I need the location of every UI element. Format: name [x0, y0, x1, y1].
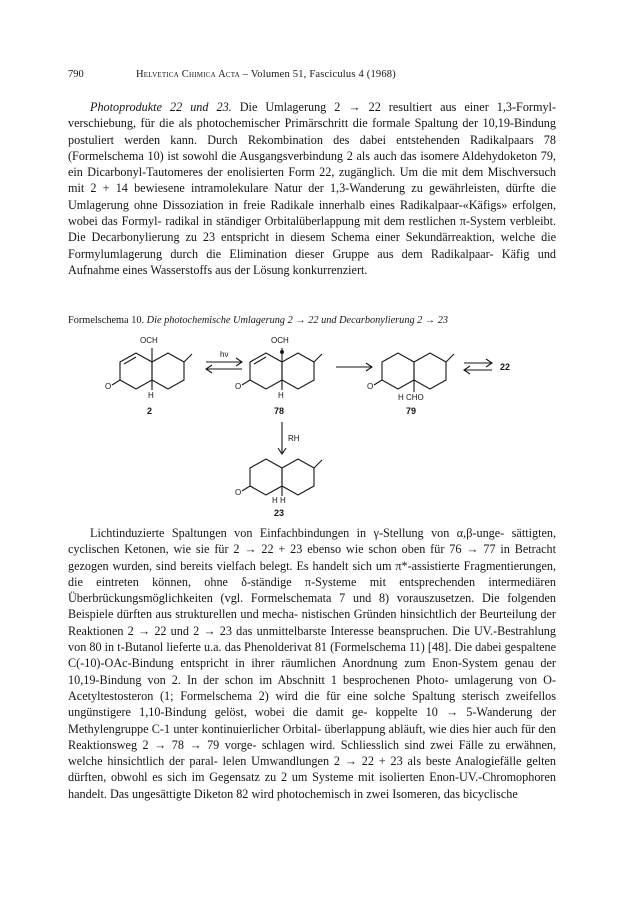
paragraph-line: lelen Umwandlungen 2 → 22 + 23 als beste Analogiefälle gelten dürften, obwohl es	[68, 754, 557, 785]
compound-label-23: 23	[274, 508, 285, 518]
structure-compound-78	[235, 336, 322, 416]
paragraph-line: Spaltung sterisch zweifellos ungünstigere 1,10-Bindung gelöst, wobei die damit ge-	[68, 688, 556, 720]
paragraph-line: Radikalpaars 78 (Formelschema 10) ist sowohl die Ausgangsverbindung 2 als auch das	[68, 132, 556, 163]
paragraph-line: lieferte u.a. das Phenolderivat 81 (Formelschema 11) [48]. Die dabei gespaltene	[166, 640, 557, 655]
paragraph-line: das unmittelbarste Interesse beanspruchen. Die UV.-Bestrahlung von 80 in t-Butanol	[68, 623, 556, 655]
reaction-scheme-drawing	[100, 330, 540, 520]
paragraph-line: schlagen wird. Schliesslich sind zwei Fälle zu erwähnen, welche hinsichtlich der paral-	[68, 737, 556, 769]
ketone-o-label: O	[367, 382, 374, 391]
paragraph-line: überlappung abläuft, wie dies hier auch für den Reaktionsweg 2 → 78 → 79 vorge-	[68, 721, 557, 752]
caption-title: Die photochemische Umlagerung 2 → 22 und Decarbonylierung 2 → 23	[146, 315, 449, 326]
compound-label-79: 79	[406, 406, 417, 416]
paragraph-line: π*-assistierte Fragmentierungen, die eintreten können, ohne δ-ständige π-Systeme mit	[68, 558, 557, 589]
paragraph-line: nistischen Gründen hinsichtlich der Beurteilung der Reaktionen 2 → 22 und 2 → 23	[68, 607, 556, 638]
h-cho-label: H CHO	[398, 393, 424, 402]
ketone-o-label: O	[105, 382, 112, 391]
h-label: H	[148, 391, 154, 400]
decarbonylation-arrow	[278, 422, 300, 454]
paragraph-line: 10,19-Bindung postuliert werden kann. Durch Rekombination des dabei entstehenden	[68, 116, 556, 147]
scheme-caption	[68, 315, 556, 326]
och-label: OCH	[140, 336, 158, 345]
rh-label: RH	[288, 434, 300, 443]
paragraph-line: Lichtinduzierte Spaltungen von Einfachbindungen in γ-Stellung von α,β-unge-	[90, 526, 505, 540]
reaction-scheme	[100, 330, 540, 520]
paragraph-line: radikal in ständiger Orbitalüberlappung mit dem restlichen π-System verbleibt. Die	[68, 214, 557, 245]
ketone-o-label: O	[235, 488, 242, 497]
paragraph-line: 76 → 77 in Betracht gezogen wurden, sind bereits vielfach belegt. Es handelt sich um	[68, 542, 557, 573]
journal-name: Helvetica Chimica Acta	[136, 69, 240, 80]
hv-label: hν	[220, 350, 229, 359]
paragraph-line: C(-10)-OAc-Bindung entspricht in ihrer räumlichen Anordnung zum Enon-System	[68, 656, 498, 671]
paragraph-line: umlagerung von O-Acetyltestosteron (1; Formelschema 2) wird die für eine solche	[68, 672, 557, 703]
paragraph-line: Käfig und Aufnahme eines Wasserstoffs aus der Lösung konkurrenziert.	[68, 246, 557, 277]
paragraph-line: verschiebung, für die als photochemischer Primärschritt die formale Spaltung der	[68, 116, 478, 131]
paragraph-line: sich im Gegensatz zu 2 um Systeme mit isolierten Enon-UV.-Chromophoren handelt.	[68, 770, 556, 801]
section-intro: Die Umlagerung 2 → 22 resultiert aus einer 1,3-Formyl-	[239, 100, 557, 114]
paragraph-line: Decarbonylierung zu 23 entspricht in diesem Schema einer Sekundärreaktion, welche	[91, 230, 536, 245]
compound-label-2: 2	[147, 406, 153, 416]
paragraph-line: entsprechenden intermediären Überbrückungsmöglichkeiten (vgl. Formelschemata 7	[68, 574, 556, 606]
paragraph-line: genau der 10,19-Bindung von 2. In der schon im Abschnitt 1 besprochenen Photo-	[68, 656, 556, 687]
och-label: OCH	[271, 336, 289, 345]
structure-compound-2	[105, 336, 192, 416]
paragraph-line: isomere Aldehydoketon 79, ein Dicarbonyl-Tautomeres der enolisierten Form 22,	[68, 148, 556, 180]
journal-citation	[136, 69, 396, 80]
paragraph-light-induced-cleavage	[68, 525, 556, 802]
paragraph-line: sättigten, cyclischen Ketonen, wie sie für 2 → 22 + 23 ebenso wie schon oben für	[68, 526, 557, 557]
caption-prefix: Formelschema 10.	[68, 315, 145, 326]
reaction-arrow	[336, 363, 372, 371]
compound-label-22: 22	[500, 362, 511, 372]
structure-compound-23	[235, 459, 322, 518]
paragraph-line: und 8) vorauszusetzen. Die folgenden Beispiele dürften aus strukturellen und mecha-	[68, 591, 556, 622]
photochemical-equilibrium-arrow	[206, 350, 242, 373]
ketone-o-label: O	[235, 382, 242, 391]
running-header	[68, 69, 556, 85]
compound-label-78: 78	[274, 406, 285, 416]
structure-compound-79	[367, 353, 454, 416]
paragraph-line: zugänglich. Um die mit dem Mischversuch mit 2 + 14 bewiesene intramolekulare	[68, 165, 557, 196]
paragraph-line: Natur der 1,3-Wanderung zu gewährleisten, dürfte die Umlagerung ohne Dissoziation	[68, 181, 556, 212]
h-label: H	[278, 391, 284, 400]
tautomer-equilibrium-arrow	[464, 359, 510, 374]
paragraph-line: Das ungesättigte Diketon 82 wird photochemisch in zwei Isomeren, das bicyclische	[109, 786, 518, 801]
paragraph-line: in freie Radikale innerhalb eines Radikalpaar-«Käfigs» erfolgen, wobei das Formyl-	[68, 197, 557, 229]
page-number: 790	[68, 69, 84, 80]
h-h-label: H H	[272, 496, 286, 505]
paragraph-line: die Formylumlagerung durch die Elimination dieser Gruppe aus dem Radikalpaar-	[68, 230, 556, 261]
section-title: Photoprodukte 22 und 23.	[90, 100, 232, 114]
paragraph-line: koppelte 10 → 5-Wanderung der Methylengruppe C-1 unter kontinuierlicher Orbital-	[68, 705, 557, 736]
volume-info: – Volumen 51, Fasciculus 4 (1968)	[242, 69, 396, 80]
paragraph-photoproducts	[68, 99, 556, 278]
